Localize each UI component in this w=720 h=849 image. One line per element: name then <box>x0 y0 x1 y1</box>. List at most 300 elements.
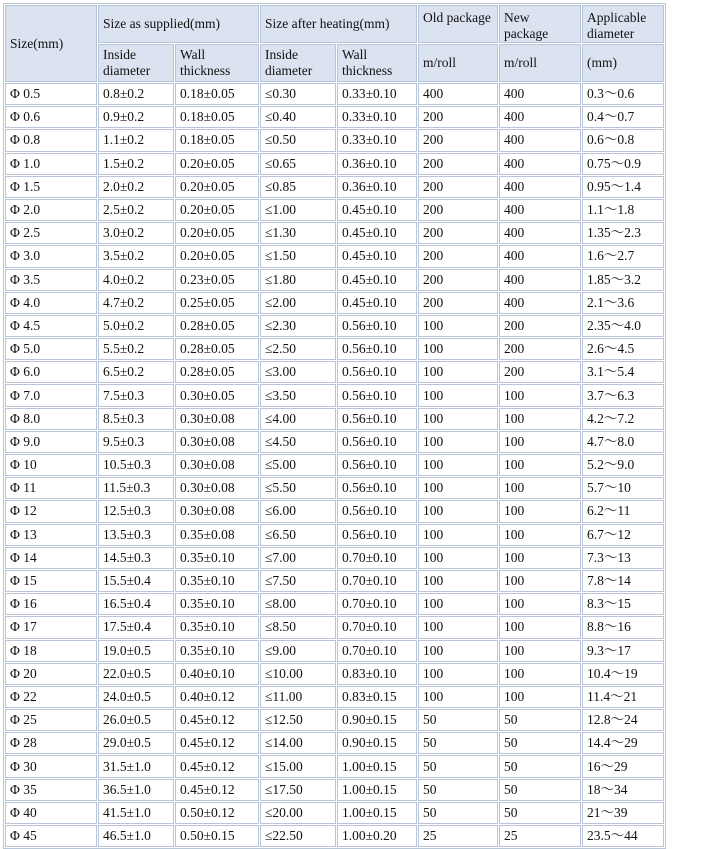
heated-wall-thickness-cell: 0.45±0.10 <box>337 199 417 221</box>
new-package-cell: 100 <box>499 616 581 638</box>
heated-wall-thickness-cell: 1.00±0.20 <box>337 825 417 847</box>
applicable-diameter-cell: 6.2～11 <box>582 500 664 522</box>
new-package-cell: 400 <box>499 199 581 221</box>
applicable-diameter-cell: 23.5～44 <box>582 825 664 847</box>
applicable-diameter-cell: 8.8～16 <box>582 616 664 638</box>
applicable-diameter-cell: 3.1～5.4 <box>582 361 664 383</box>
supplied-wall-thickness-cell: 0.30±0.08 <box>175 454 259 476</box>
heated-wall-thickness-cell: 0.56±0.10 <box>337 500 417 522</box>
heated-wall-thickness-cell: 0.56±0.10 <box>337 524 417 546</box>
old-package-cell: 100 <box>418 663 498 685</box>
heated-inside-diameter-cell: ≤0.65 <box>260 153 336 175</box>
new-package-cell: 400 <box>499 245 581 267</box>
table-row <box>5 408 664 430</box>
size-cell: Φ 5.0 <box>5 338 97 360</box>
heated-inside-diameter-cell: ≤0.30 <box>260 83 336 105</box>
table-row <box>5 361 664 383</box>
size-cell: Φ 11 <box>5 477 97 499</box>
supplied-wall-thickness-cell: 0.30±0.08 <box>175 431 259 453</box>
heated-wall-thickness-cell: 0.36±0.10 <box>337 176 417 198</box>
heated-inside-diameter-cell: ≤0.85 <box>260 176 336 198</box>
heated-wall-thickness-cell: 0.33±0.10 <box>337 83 417 105</box>
supplied-wall-thickness-cell: 0.45±0.12 <box>175 779 259 801</box>
heated-inside-diameter-cell: ≤1.80 <box>260 269 336 291</box>
new-package-cell: 50 <box>499 802 581 824</box>
supplied-inside-diameter-cell: 16.5±0.4 <box>98 593 174 615</box>
header-inside-diameter-heated: Inside diameter <box>260 44 336 82</box>
size-cell: Φ 4.5 <box>5 315 97 337</box>
new-package-cell: 50 <box>499 709 581 731</box>
table-row <box>5 755 664 777</box>
applicable-diameter-cell: 16～29 <box>582 755 664 777</box>
size-cell: Φ 10 <box>5 454 97 476</box>
heated-inside-diameter-cell: ≤1.50 <box>260 245 336 267</box>
applicable-diameter-cell: 1.6～2.7 <box>582 245 664 267</box>
heated-inside-diameter-cell: ≤20.00 <box>260 802 336 824</box>
table-row <box>5 384 664 406</box>
applicable-diameter-cell: 1.1～1.8 <box>582 199 664 221</box>
table-row <box>5 315 664 337</box>
supplied-wall-thickness-cell: 0.50±0.15 <box>175 825 259 847</box>
old-package-cell: 100 <box>418 593 498 615</box>
table-row <box>5 106 664 128</box>
supplied-inside-diameter-cell: 0.9±0.2 <box>98 106 174 128</box>
new-package-cell: 100 <box>499 454 581 476</box>
supplied-wall-thickness-cell: 0.30±0.05 <box>175 384 259 406</box>
supplied-inside-diameter-cell: 17.5±0.4 <box>98 616 174 638</box>
table-row <box>5 570 664 592</box>
table-row <box>5 825 664 847</box>
old-package-cell: 100 <box>418 686 498 708</box>
size-cell: Φ 12 <box>5 500 97 522</box>
heated-inside-diameter-cell: ≤3.50 <box>260 384 336 406</box>
supplied-inside-diameter-cell: 10.5±0.3 <box>98 454 174 476</box>
table-row <box>5 176 664 198</box>
heated-inside-diameter-cell: ≤12.50 <box>260 709 336 731</box>
size-cell: Φ 13 <box>5 524 97 546</box>
old-package-cell: 200 <box>418 199 498 221</box>
supplied-wall-thickness-cell: 0.40±0.10 <box>175 663 259 685</box>
header-wall-thickness-heated: Wall thickness <box>337 44 417 82</box>
heated-wall-thickness-cell: 0.45±0.10 <box>337 269 417 291</box>
new-package-cell: 100 <box>499 547 581 569</box>
new-package-cell: 100 <box>499 500 581 522</box>
applicable-diameter-cell: 18～34 <box>582 779 664 801</box>
supplied-inside-diameter-cell: 15.5±0.4 <box>98 570 174 592</box>
size-cell: Φ 30 <box>5 755 97 777</box>
applicable-diameter-cell: 12.8～24 <box>582 709 664 731</box>
heated-wall-thickness-cell: 0.33±0.10 <box>337 129 417 151</box>
new-package-cell: 25 <box>499 825 581 847</box>
new-package-cell: 100 <box>499 408 581 430</box>
supplied-wall-thickness-cell: 0.35±0.10 <box>175 616 259 638</box>
table-row <box>5 732 664 754</box>
table-row <box>5 593 664 615</box>
new-package-cell: 400 <box>499 222 581 244</box>
new-package-cell: 100 <box>499 384 581 406</box>
table-row <box>5 663 664 685</box>
heated-inside-diameter-cell: ≤8.00 <box>260 593 336 615</box>
supplied-inside-diameter-cell: 8.5±0.3 <box>98 408 174 430</box>
supplied-inside-diameter-cell: 6.5±0.2 <box>98 361 174 383</box>
supplied-inside-diameter-cell: 24.0±0.5 <box>98 686 174 708</box>
table-row <box>5 779 664 801</box>
size-cell: Φ 20 <box>5 663 97 685</box>
size-cell: Φ 40 <box>5 802 97 824</box>
heated-wall-thickness-cell: 0.56±0.10 <box>337 338 417 360</box>
old-package-cell: 100 <box>418 477 498 499</box>
heated-wall-thickness-cell: 0.70±0.10 <box>337 616 417 638</box>
new-package-cell: 100 <box>499 431 581 453</box>
supplied-inside-diameter-cell: 26.0±0.5 <box>98 709 174 731</box>
supplied-inside-diameter-cell: 46.5±1.0 <box>98 825 174 847</box>
new-package-cell: 400 <box>499 292 581 314</box>
supplied-wall-thickness-cell: 0.18±0.05 <box>175 129 259 151</box>
supplied-wall-thickness-cell: 0.28±0.05 <box>175 338 259 360</box>
new-package-cell: 400 <box>499 129 581 151</box>
table-row <box>5 129 664 151</box>
old-package-cell: 200 <box>418 176 498 198</box>
old-package-cell: 100 <box>418 315 498 337</box>
size-cell: Φ 8.0 <box>5 408 97 430</box>
header-size-after-heating: Size after heating(mm) <box>260 5 417 43</box>
supplied-inside-diameter-cell: 1.5±0.2 <box>98 153 174 175</box>
applicable-diameter-cell: 3.7～6.3 <box>582 384 664 406</box>
supplied-inside-diameter-cell: 36.5±1.0 <box>98 779 174 801</box>
supplied-wall-thickness-cell: 0.40±0.12 <box>175 686 259 708</box>
header-wall-thickness-supplied: Wall thickness <box>175 44 259 82</box>
applicable-diameter-cell: 4.7～8.0 <box>582 431 664 453</box>
supplied-inside-diameter-cell: 5.5±0.2 <box>98 338 174 360</box>
old-package-cell: 100 <box>418 570 498 592</box>
new-package-cell: 200 <box>499 361 581 383</box>
heated-inside-diameter-cell: ≤7.50 <box>260 570 336 592</box>
heated-wall-thickness-cell: 0.33±0.10 <box>337 106 417 128</box>
size-cell: Φ 15 <box>5 570 97 592</box>
applicable-diameter-cell: 6.7～12 <box>582 524 664 546</box>
heated-wall-thickness-cell: 0.36±0.10 <box>337 153 417 175</box>
old-package-cell: 100 <box>418 616 498 638</box>
new-package-cell: 100 <box>499 686 581 708</box>
new-package-cell: 400 <box>499 269 581 291</box>
old-package-cell: 100 <box>418 408 498 430</box>
new-package-cell: 100 <box>499 640 581 662</box>
size-cell: Φ 9.0 <box>5 431 97 453</box>
applicable-diameter-cell: 11.4～21 <box>582 686 664 708</box>
table-row <box>5 269 664 291</box>
table-row <box>5 640 664 662</box>
size-cell: Φ 1.5 <box>5 176 97 198</box>
supplied-inside-diameter-cell: 31.5±1.0 <box>98 755 174 777</box>
applicable-diameter-cell: 0.3～0.6 <box>582 83 664 105</box>
heated-inside-diameter-cell: ≤0.40 <box>260 106 336 128</box>
supplied-wall-thickness-cell: 0.28±0.05 <box>175 315 259 337</box>
size-cell: Φ 2.5 <box>5 222 97 244</box>
supplied-wall-thickness-cell: 0.35±0.10 <box>175 547 259 569</box>
old-package-cell: 200 <box>418 129 498 151</box>
heated-inside-diameter-cell: ≤0.50 <box>260 129 336 151</box>
table-row <box>5 199 664 221</box>
heated-inside-diameter-cell: ≤5.00 <box>260 454 336 476</box>
table-row <box>5 709 664 731</box>
new-package-cell: 50 <box>499 732 581 754</box>
supplied-wall-thickness-cell: 0.20±0.05 <box>175 245 259 267</box>
size-cell: Φ 7.0 <box>5 384 97 406</box>
size-cell: Φ 4.0 <box>5 292 97 314</box>
new-package-cell: 400 <box>499 153 581 175</box>
heated-inside-diameter-cell: ≤6.00 <box>260 500 336 522</box>
applicable-diameter-cell: 21～39 <box>582 802 664 824</box>
size-cell: Φ 0.5 <box>5 83 97 105</box>
supplied-wall-thickness-cell: 0.20±0.05 <box>175 199 259 221</box>
table-row <box>5 500 664 522</box>
new-package-cell: 100 <box>499 524 581 546</box>
heated-inside-diameter-cell: ≤10.00 <box>260 663 336 685</box>
supplied-inside-diameter-cell: 4.0±0.2 <box>98 269 174 291</box>
header-new-package-unit: m/roll <box>499 44 581 82</box>
old-package-cell: 50 <box>418 779 498 801</box>
heated-inside-diameter-cell: ≤8.50 <box>260 616 336 638</box>
old-package-cell: 100 <box>418 361 498 383</box>
old-package-cell: 100 <box>418 338 498 360</box>
applicable-diameter-cell: 7.8～14 <box>582 570 664 592</box>
old-package-cell: 100 <box>418 500 498 522</box>
supplied-inside-diameter-cell: 7.5±0.3 <box>98 384 174 406</box>
size-cell: Φ 0.8 <box>5 129 97 151</box>
table-row <box>5 153 664 175</box>
table-row <box>5 454 664 476</box>
table-row <box>5 547 664 569</box>
applicable-diameter-cell: 0.4～0.7 <box>582 106 664 128</box>
heated-wall-thickness-cell: 0.56±0.10 <box>337 315 417 337</box>
heated-wall-thickness-cell: 0.90±0.15 <box>337 709 417 731</box>
new-package-cell: 200 <box>499 315 581 337</box>
supplied-wall-thickness-cell: 0.25±0.05 <box>175 292 259 314</box>
heated-wall-thickness-cell: 0.70±0.10 <box>337 593 417 615</box>
applicable-diameter-cell: 5.7～10 <box>582 477 664 499</box>
supplied-inside-diameter-cell: 14.5±0.3 <box>98 547 174 569</box>
supplied-wall-thickness-cell: 0.20±0.05 <box>175 176 259 198</box>
heated-inside-diameter-cell: ≤2.00 <box>260 292 336 314</box>
old-package-cell: 100 <box>418 431 498 453</box>
heated-wall-thickness-cell: 0.56±0.10 <box>337 477 417 499</box>
heated-inside-diameter-cell: ≤1.30 <box>260 222 336 244</box>
heated-wall-thickness-cell: 0.70±0.10 <box>337 570 417 592</box>
old-package-cell: 200 <box>418 245 498 267</box>
spec-table-container <box>3 3 666 849</box>
size-cell: Φ 2.0 <box>5 199 97 221</box>
old-package-cell: 200 <box>418 292 498 314</box>
supplied-inside-diameter-cell: 13.5±0.3 <box>98 524 174 546</box>
new-package-cell: 400 <box>499 106 581 128</box>
size-cell: Φ 35 <box>5 779 97 801</box>
new-package-cell: 100 <box>499 477 581 499</box>
heated-wall-thickness-cell: 0.56±0.10 <box>337 384 417 406</box>
applicable-diameter-cell: 10.4～19 <box>582 663 664 685</box>
heated-wall-thickness-cell: 0.70±0.10 <box>337 640 417 662</box>
old-package-cell: 50 <box>418 709 498 731</box>
supplied-wall-thickness-cell: 0.35±0.10 <box>175 570 259 592</box>
new-package-cell: 100 <box>499 663 581 685</box>
applicable-diameter-cell: 9.3～17 <box>582 640 664 662</box>
heated-inside-diameter-cell: ≤6.50 <box>260 524 336 546</box>
applicable-diameter-cell: 1.85～3.2 <box>582 269 664 291</box>
applicable-diameter-cell: 1.35～2.3 <box>582 222 664 244</box>
heated-inside-diameter-cell: ≤9.00 <box>260 640 336 662</box>
table-row <box>5 477 664 499</box>
applicable-diameter-cell: 8.3～15 <box>582 593 664 615</box>
heat-shrink-spec-table <box>3 3 666 849</box>
heated-inside-diameter-cell: ≤11.00 <box>260 686 336 708</box>
heated-inside-diameter-cell: ≤4.50 <box>260 431 336 453</box>
heated-wall-thickness-cell: 0.45±0.10 <box>337 222 417 244</box>
heated-wall-thickness-cell: 0.56±0.10 <box>337 408 417 430</box>
old-package-cell: 200 <box>418 106 498 128</box>
header-applicable-unit: (mm) <box>582 44 664 82</box>
old-package-cell: 400 <box>418 83 498 105</box>
old-package-cell: 100 <box>418 547 498 569</box>
heated-wall-thickness-cell: 0.56±0.10 <box>337 361 417 383</box>
new-package-cell: 50 <box>499 779 581 801</box>
new-package-cell: 200 <box>499 338 581 360</box>
supplied-wall-thickness-cell: 0.30±0.08 <box>175 477 259 499</box>
heated-wall-thickness-cell: 0.45±0.10 <box>337 245 417 267</box>
supplied-wall-thickness-cell: 0.35±0.10 <box>175 640 259 662</box>
header-applicable-diameter: Applicable diameter <box>582 5 664 43</box>
size-cell: Φ 45 <box>5 825 97 847</box>
applicable-diameter-cell: 2.1～3.6 <box>582 292 664 314</box>
applicable-diameter-cell: 5.2～9.0 <box>582 454 664 476</box>
supplied-wall-thickness-cell: 0.35±0.08 <box>175 524 259 546</box>
applicable-diameter-cell: 7.3～13 <box>582 547 664 569</box>
supplied-inside-diameter-cell: 0.8±0.2 <box>98 83 174 105</box>
applicable-diameter-cell: 0.6～0.8 <box>582 129 664 151</box>
heated-wall-thickness-cell: 1.00±0.15 <box>337 755 417 777</box>
old-package-cell: 50 <box>418 755 498 777</box>
applicable-diameter-cell: 2.35～4.0 <box>582 315 664 337</box>
old-package-cell: 200 <box>418 153 498 175</box>
heated-inside-diameter-cell: ≤14.00 <box>260 732 336 754</box>
new-package-cell: 400 <box>499 176 581 198</box>
heated-inside-diameter-cell: ≤15.00 <box>260 755 336 777</box>
heated-inside-diameter-cell: ≤2.30 <box>260 315 336 337</box>
heated-inside-diameter-cell: ≤4.00 <box>260 408 336 430</box>
heated-wall-thickness-cell: 0.90±0.15 <box>337 732 417 754</box>
table-row <box>5 222 664 244</box>
old-package-cell: 100 <box>418 524 498 546</box>
heated-wall-thickness-cell: 0.83±0.10 <box>337 663 417 685</box>
applicable-diameter-cell: 0.75～0.9 <box>582 153 664 175</box>
heated-wall-thickness-cell: 0.45±0.10 <box>337 292 417 314</box>
supplied-inside-diameter-cell: 29.0±0.5 <box>98 732 174 754</box>
supplied-wall-thickness-cell: 0.45±0.12 <box>175 732 259 754</box>
size-cell: Φ 14 <box>5 547 97 569</box>
supplied-wall-thickness-cell: 0.30±0.08 <box>175 500 259 522</box>
table-row <box>5 245 664 267</box>
table-row <box>5 686 664 708</box>
applicable-diameter-cell: 2.6～4.5 <box>582 338 664 360</box>
supplied-inside-diameter-cell: 9.5±0.3 <box>98 431 174 453</box>
old-package-cell: 200 <box>418 222 498 244</box>
table-row <box>5 292 664 314</box>
supplied-inside-diameter-cell: 1.1±0.2 <box>98 129 174 151</box>
table-row <box>5 338 664 360</box>
supplied-wall-thickness-cell: 0.45±0.12 <box>175 709 259 731</box>
supplied-wall-thickness-cell: 0.20±0.05 <box>175 222 259 244</box>
heated-wall-thickness-cell: 1.00±0.15 <box>337 779 417 801</box>
table-row <box>5 524 664 546</box>
supplied-wall-thickness-cell: 0.20±0.05 <box>175 153 259 175</box>
supplied-wall-thickness-cell: 0.30±0.08 <box>175 408 259 430</box>
new-package-cell: 100 <box>499 570 581 592</box>
supplied-inside-diameter-cell: 11.5±0.3 <box>98 477 174 499</box>
heated-inside-diameter-cell: ≤17.50 <box>260 779 336 801</box>
applicable-diameter-cell: 14.4～29 <box>582 732 664 754</box>
heated-wall-thickness-cell: 1.00±0.15 <box>337 802 417 824</box>
supplied-wall-thickness-cell: 0.45±0.12 <box>175 755 259 777</box>
supplied-wall-thickness-cell: 0.18±0.05 <box>175 106 259 128</box>
supplied-inside-diameter-cell: 12.5±0.3 <box>98 500 174 522</box>
size-cell: Φ 28 <box>5 732 97 754</box>
new-package-cell: 400 <box>499 83 581 105</box>
new-package-cell: 50 <box>499 755 581 777</box>
supplied-inside-diameter-cell: 5.0±0.2 <box>98 315 174 337</box>
heated-inside-diameter-cell: ≤22.50 <box>260 825 336 847</box>
old-package-cell: 100 <box>418 384 498 406</box>
size-cell: Φ 25 <box>5 709 97 731</box>
table-row <box>5 616 664 638</box>
heated-inside-diameter-cell: ≤3.00 <box>260 361 336 383</box>
table-header <box>5 5 664 82</box>
applicable-diameter-cell: 4.2～7.2 <box>582 408 664 430</box>
table-body <box>5 83 664 847</box>
supplied-wall-thickness-cell: 0.23±0.05 <box>175 269 259 291</box>
header-size-as-supplied: Size as supplied(mm) <box>98 5 259 43</box>
heated-wall-thickness-cell: 0.56±0.10 <box>337 431 417 453</box>
header-new-package: New package <box>499 5 581 43</box>
header-size: Size(mm) <box>5 5 97 82</box>
old-package-cell: 100 <box>418 640 498 662</box>
supplied-inside-diameter-cell: 19.0±0.5 <box>98 640 174 662</box>
old-package-cell: 200 <box>418 269 498 291</box>
supplied-inside-diameter-cell: 41.5±1.0 <box>98 802 174 824</box>
heated-wall-thickness-cell: 0.83±0.15 <box>337 686 417 708</box>
size-cell: Φ 3.0 <box>5 245 97 267</box>
table-row <box>5 83 664 105</box>
size-cell: Φ 16 <box>5 593 97 615</box>
supplied-inside-diameter-cell: 3.0±0.2 <box>98 222 174 244</box>
supplied-inside-diameter-cell: 22.0±0.5 <box>98 663 174 685</box>
size-cell: Φ 3.5 <box>5 269 97 291</box>
old-package-cell: 50 <box>418 732 498 754</box>
old-package-cell: 100 <box>418 454 498 476</box>
size-cell: Φ 17 <box>5 616 97 638</box>
supplied-inside-diameter-cell: 2.0±0.2 <box>98 176 174 198</box>
new-package-cell: 100 <box>499 593 581 615</box>
heated-inside-diameter-cell: ≤1.00 <box>260 199 336 221</box>
heated-inside-diameter-cell: ≤7.00 <box>260 547 336 569</box>
supplied-wall-thickness-cell: 0.18±0.05 <box>175 83 259 105</box>
supplied-inside-diameter-cell: 2.5±0.2 <box>98 199 174 221</box>
size-cell: Φ 22 <box>5 686 97 708</box>
old-package-cell: 50 <box>418 802 498 824</box>
size-cell: Φ 0.6 <box>5 106 97 128</box>
size-cell: Φ 18 <box>5 640 97 662</box>
header-old-package-unit: m/roll <box>418 44 498 82</box>
table-row <box>5 802 664 824</box>
table-row <box>5 431 664 453</box>
supplied-wall-thickness-cell: 0.28±0.05 <box>175 361 259 383</box>
